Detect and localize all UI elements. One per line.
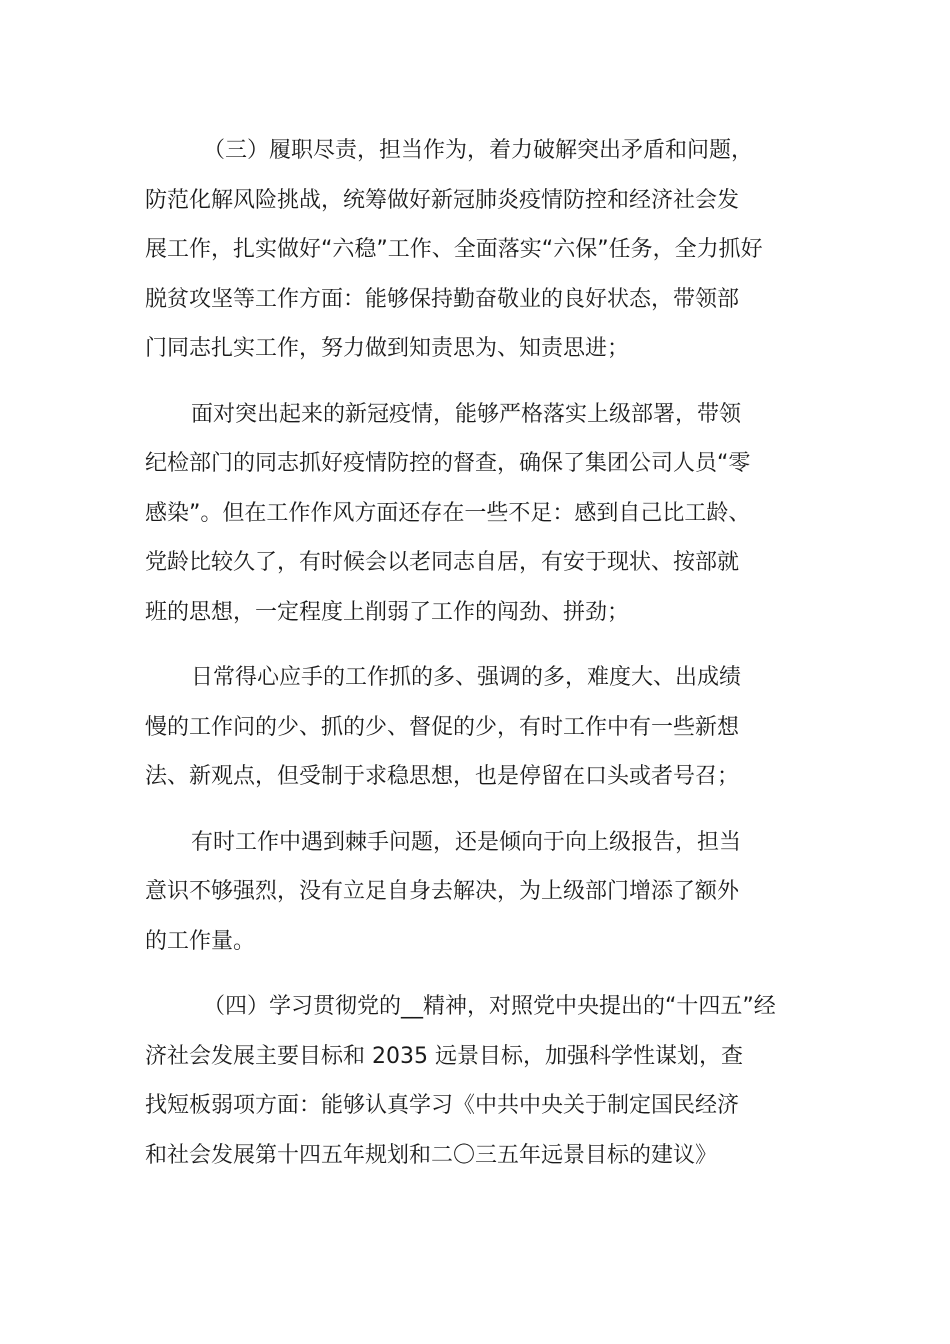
text-line: 脱贫攻坚等工作方面：能够保持勤奋敬业的良好状态，带领部 (145, 286, 740, 312)
paragraph-difficult-problems (145, 818, 805, 967)
text-line: 防范化解风险挑战，统筹做好新冠肺炎疫情防控和经济社会发 (145, 187, 740, 213)
text-line: 日常得心应手的工作抓的多、强调的多，难度大、出成绩 (191, 665, 742, 690)
text-line: 展工作，扎实做好“六稳”工作、全面落实“六保”任务，全力抓好 (145, 237, 763, 262)
text-line: 党龄比较久了，有时候会以老同志自居，有安于现状、按部就 (145, 550, 740, 575)
text-line: 门同志扎实工作，努力做到知责思为、知责思进； (145, 336, 630, 361)
text-line: 纪检部门的同志抓好疫情防控的督查，确保了集团公司人员“零 (145, 451, 751, 476)
paragraph-epidemic (145, 390, 805, 638)
text-line: 找短板弱项方面：能够认真学习《中共中央关于制定国民经济 (145, 1093, 740, 1118)
paragraph-section-three (145, 126, 805, 374)
document-body (145, 126, 805, 1180)
text-line: 意识不够强烈，没有立足自身去解决，为上级部门增添了额外 (145, 879, 740, 904)
text-line: 和社会发展第十四五年规划和二〇三五年远景目标的建议》 (145, 1142, 718, 1168)
paragraph-gap (145, 637, 805, 653)
paragraph-section-four (145, 982, 805, 1180)
paragraph-daily-work (145, 653, 805, 802)
text-line: 的工作量。 (145, 928, 256, 954)
paragraph-gap (145, 374, 805, 390)
text-line: （四）学习贯彻党的__精神，对照党中央提出的“十四五”经 (203, 994, 776, 1019)
text-line: 面对突出起来的新冠疫情，能够严格落实上级部署，带领 (191, 401, 742, 427)
paragraph-gap (145, 802, 805, 818)
text-line: 法、新观点，但受制于求稳思想，也是停留在口头或者号召； (145, 764, 740, 789)
text-line: 慢的工作问的少、抓的少、督促的少，有时工作中有一些新想 (145, 714, 740, 740)
text-line: 班的思想，一定程度上削弱了工作的闯劲、拼劲； (145, 599, 630, 625)
text-line: 济社会发展主要目标和 2035 远景目标，加强科学性谋划，查 (145, 1043, 743, 1069)
text-line: 有时工作中遇到棘手问题，还是倾向于向上级报告，担当 (191, 829, 742, 855)
paragraph-gap (145, 966, 805, 982)
text-line: （三）履职尽责，担当作为，着力破解突出矛盾和问题， (203, 138, 754, 163)
text-line: 感染”。但在工作作风方面还存在一些不足：感到自己比工龄、 (145, 500, 751, 526)
